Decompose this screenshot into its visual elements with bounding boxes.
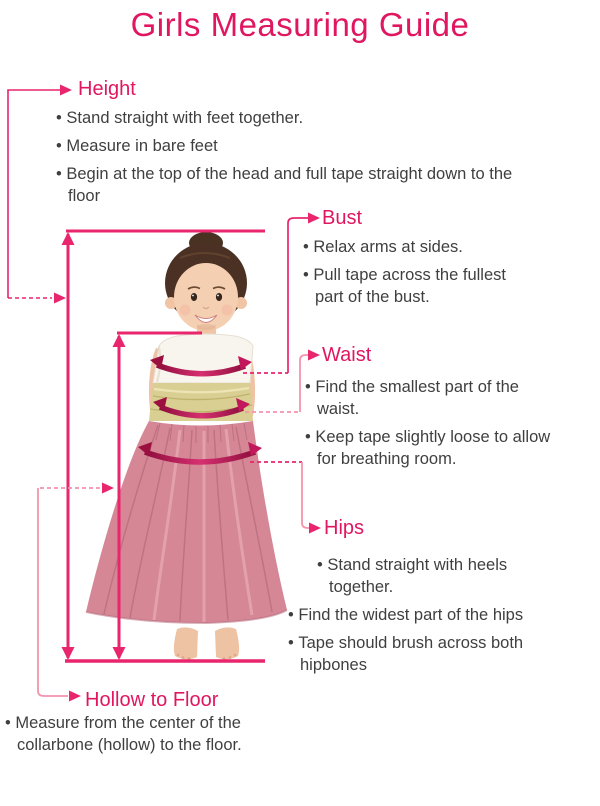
bullet-item: • Begin at the top of the head and full tape straight down to the floor (56, 163, 516, 207)
bullet-item: • Tape should brush across both hipbones (288, 632, 552, 676)
waist-label: Waist (322, 344, 372, 366)
bust-bullets (303, 236, 529, 314)
bullet-item: • Relax arms at sides. (303, 236, 529, 258)
height-label: Height (78, 78, 136, 100)
girl-left-cheek (180, 305, 191, 316)
girl-right-eye (216, 293, 222, 301)
girl-right-cheek (222, 305, 233, 316)
girl-chin-shadow (197, 324, 215, 330)
waist-bullets (305, 376, 551, 476)
hollow-bullets (5, 712, 305, 762)
page-title: Girls Measuring Guide (130, 6, 470, 43)
bullet-item: • Find the smallest part of the waist. (305, 376, 551, 420)
hips-bullets (288, 554, 552, 682)
bullet-item: • Pull tape across the fullest part of the bust. (303, 264, 529, 308)
bullet-item: • Find the widest part of the hips (288, 604, 552, 626)
bullet-item: • Stand straight with feet together. (56, 107, 516, 129)
girl-left-eye-light (192, 295, 194, 297)
hollow-to-floor-label: Hollow to Floor (85, 689, 219, 711)
girl-right-eye-light (217, 295, 219, 297)
height-bullets (56, 107, 516, 213)
bust-label: Bust (322, 207, 363, 229)
hips-label: Hips (324, 517, 365, 539)
girl-left-eye (191, 293, 197, 301)
bullet-item: • Stand straight with heels together. (317, 554, 552, 598)
bullet-item: • Keep tape slightly loose to allow for breathing room. (305, 426, 551, 470)
bullet-item: • Measure in bare feet (56, 135, 516, 157)
bullet-item: • Measure from the center of the collarbone (hollow) to the floor. (5, 712, 305, 756)
